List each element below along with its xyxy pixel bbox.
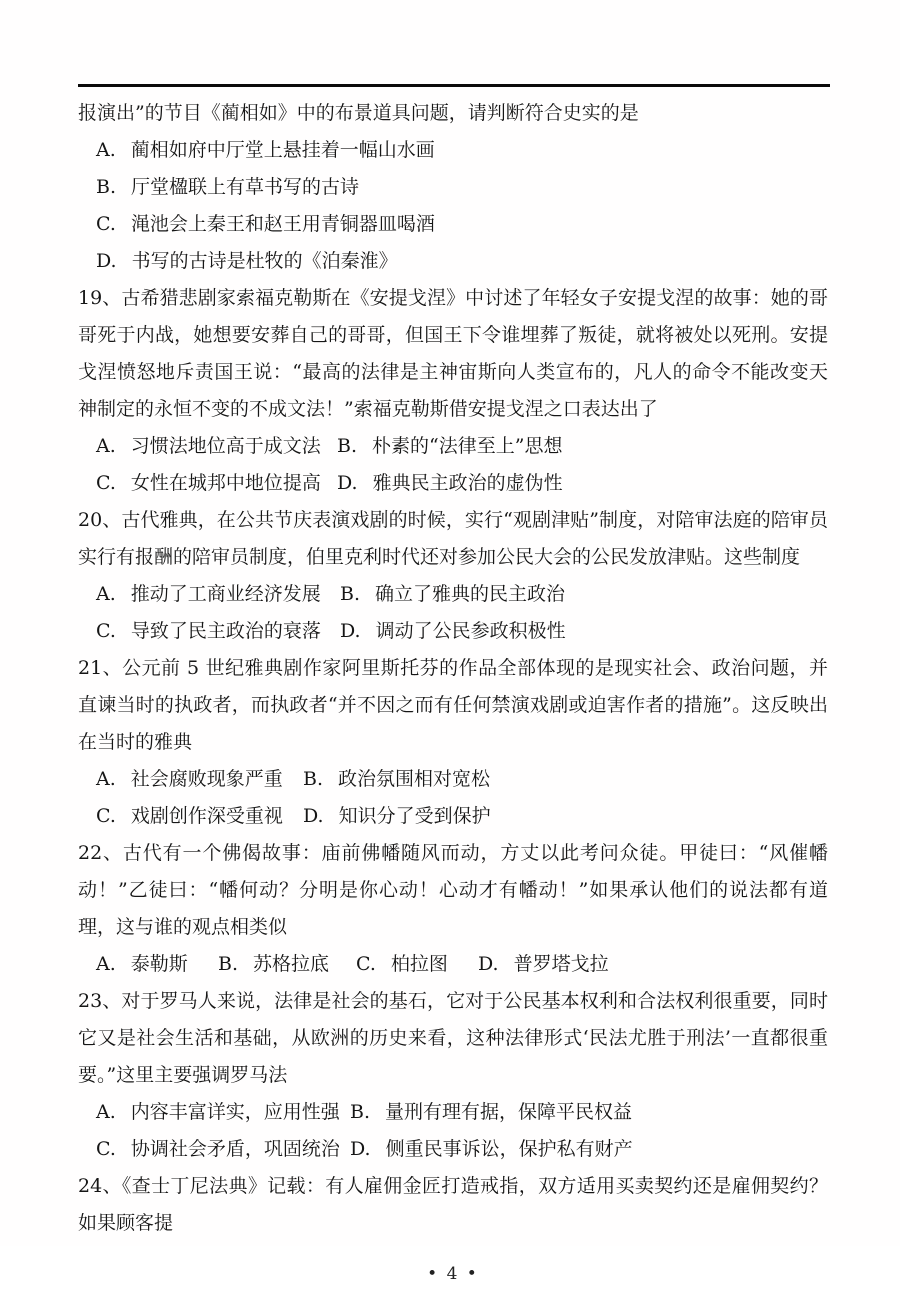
option-text: 政治氛围相对宽松 [338,768,491,790]
page-content [78,87,828,1242]
option-c [78,206,828,243]
option-a [96,946,218,983]
option-text: 内容丰富详实，应用性强 [130,1101,340,1123]
option-label: B. [337,435,358,457]
question-22 [78,835,828,983]
question-24 [78,1168,828,1242]
option-b [78,169,828,206]
option-d [340,613,566,650]
option-label: A. [96,953,116,975]
option-text: 苏格拉底 [253,953,330,975]
option-text: 普罗塔戈拉 [513,953,609,975]
page-number: • 4 • [427,1264,479,1284]
option-d [337,465,563,502]
option-c [96,465,337,502]
option-text: 泰勒斯 [130,953,188,975]
option-text: 导致了民主政治的衰落 [130,620,321,642]
option-row-abcd [78,946,828,983]
question-18 [78,95,828,280]
option-text: 书写的古诗是杜牧的《泊秦淮》 [131,250,398,272]
option-label: B. [96,176,117,198]
option-label: A. [96,583,116,605]
option-a [78,132,828,169]
option-text: 柏拉图 [390,953,448,975]
option-label: A. [96,435,116,457]
question-stem: 21、公元前 5 世纪雅典剧作家阿里斯托芬的作品全部体现的是现实社会、政治问题，并直谏当时的执政者，而执政者“并不因之而有任何禁演戏剧或迫害作者的措施”。这反映出在当时的雅典 [78,657,828,753]
option-label: D. [350,1138,371,1160]
question-stem: 24、《查士丁尼法典》记载：有人雇佣金匠打造戒指，双方适用买卖契约还是雇佣契约？如果顾客提 [78,1175,828,1234]
option-text: 社会腐败现象严重 [130,768,283,790]
option-text: 厅堂楹联上有草书写的古诗 [131,176,360,198]
option-text: 确立了雅典的民主政治 [375,583,566,605]
option-label: D. [303,805,324,827]
option-row-ab [78,576,828,613]
option-b [340,576,565,613]
option-label: C. [96,213,116,235]
option-text: 渑池会上秦王和赵王用青铜器皿喝酒 [130,213,435,235]
option-row-cd [78,613,828,650]
option-text: 知识分了受到保护 [338,805,491,827]
option-a [96,428,337,465]
question-stem: 22、古代有一个佛偈故事：庙前佛幡随风而动，方丈以此考问众徒。甲徒曰：“风催幡动！”乙徒曰：“幡何动？分明是你心动！心动才有幡动！”如果承认他们的说法都有道理，这与谁的观点相类似 [78,842,828,938]
option-d [78,243,828,280]
option-label: A. [96,139,116,161]
option-label: C. [356,953,376,975]
option-text: 推动了工商业经济发展 [130,583,321,605]
option-label: A. [96,1101,116,1123]
option-a [96,1094,350,1131]
question-21 [78,650,828,835]
option-label: C. [96,472,116,494]
question-20 [78,502,828,650]
option-d [478,946,609,983]
header-rule [78,0,830,87]
option-text: 侧重民事诉讼，保护私有财产 [385,1138,633,1160]
option-text: 女性在城邦中地位提高 [130,472,321,494]
option-b [350,1094,632,1131]
option-label: A. [96,768,116,790]
option-row-ab [78,761,828,798]
option-b [303,761,490,798]
option-row-cd [78,798,828,835]
question-19 [78,280,828,502]
option-c [356,946,478,983]
option-label: B. [218,953,239,975]
option-text: 调动了公民参政积极性 [375,620,566,642]
option-d [350,1131,633,1168]
option-label: C. [96,1138,116,1160]
option-row-ab [78,1094,828,1131]
option-label: D. [337,472,358,494]
question-stem: 19、古希猎悲剧家索福克勒斯在《安提戈涅》中讨述了年轻女子安提戈涅的故事：她的哥哥死于内战，她想要安葬自己的哥哥，但国王下令谁埋葬了叛徒，就将被处以死刑。安提戈涅愤怒地斥责国王说：“最高的法律是主神宙斯向人类宣布的，凡人的命令不能改变天神制定的永恒不变的不成文法！”索福克勒斯借安提戈涅之口表达出了 [78,287,828,420]
option-a [96,576,340,613]
option-label: B. [303,768,324,790]
question-stem: 报演出”的节目《蔺相如》中的布景道具问题，请判断符合史实的是 [78,102,639,124]
option-text: 蔺相如府中厅堂上悬挂着一幅山水画 [130,139,435,161]
option-c [96,798,303,835]
option-text: 量刑有理有据，保障平民权益 [385,1101,633,1123]
option-label: D. [340,620,361,642]
question-23 [78,983,828,1168]
option-b [218,946,356,983]
option-label: C. [96,805,116,827]
option-row-cd [78,1131,828,1168]
option-b [337,428,562,465]
question-stem: 23、对于罗马人来说，法律是社会的基石，它对于公民基本权利和合法权利很重要，同时它又是社会生活和基础，从欧洲的历史来看，这种法律形式‘民法尤胜于刑法’一直都很重要。”这里主要强调罗马法 [78,990,828,1086]
option-label: B. [350,1101,371,1123]
option-label: D. [478,953,499,975]
option-c [96,1131,350,1168]
option-a [96,761,303,798]
option-text: 协调社会矛盾，巩固统治 [130,1138,340,1160]
option-row-ab [78,428,828,465]
option-text: 习惯法地位高于成文法 [130,435,321,457]
option-c [96,613,340,650]
option-d [303,798,491,835]
option-row-cd [78,465,828,502]
option-text: 朴素的“法律至上”思想 [372,435,563,457]
option-label: D. [96,250,117,272]
question-stem: 20、古代雅典，在公共节庆表演戏剧的时候，实行“观剧津贴”制度，对陪审法庭的陪审员实行有报酬的陪审员制度，伯里克利时代还对参加公民大会的公民发放津贴。这些制度 [78,509,828,568]
option-label: C. [96,620,116,642]
option-text: 雅典民主政治的虚伪性 [372,472,563,494]
option-text: 戏剧创作深受重视 [130,805,283,827]
option-label: B. [340,583,361,605]
